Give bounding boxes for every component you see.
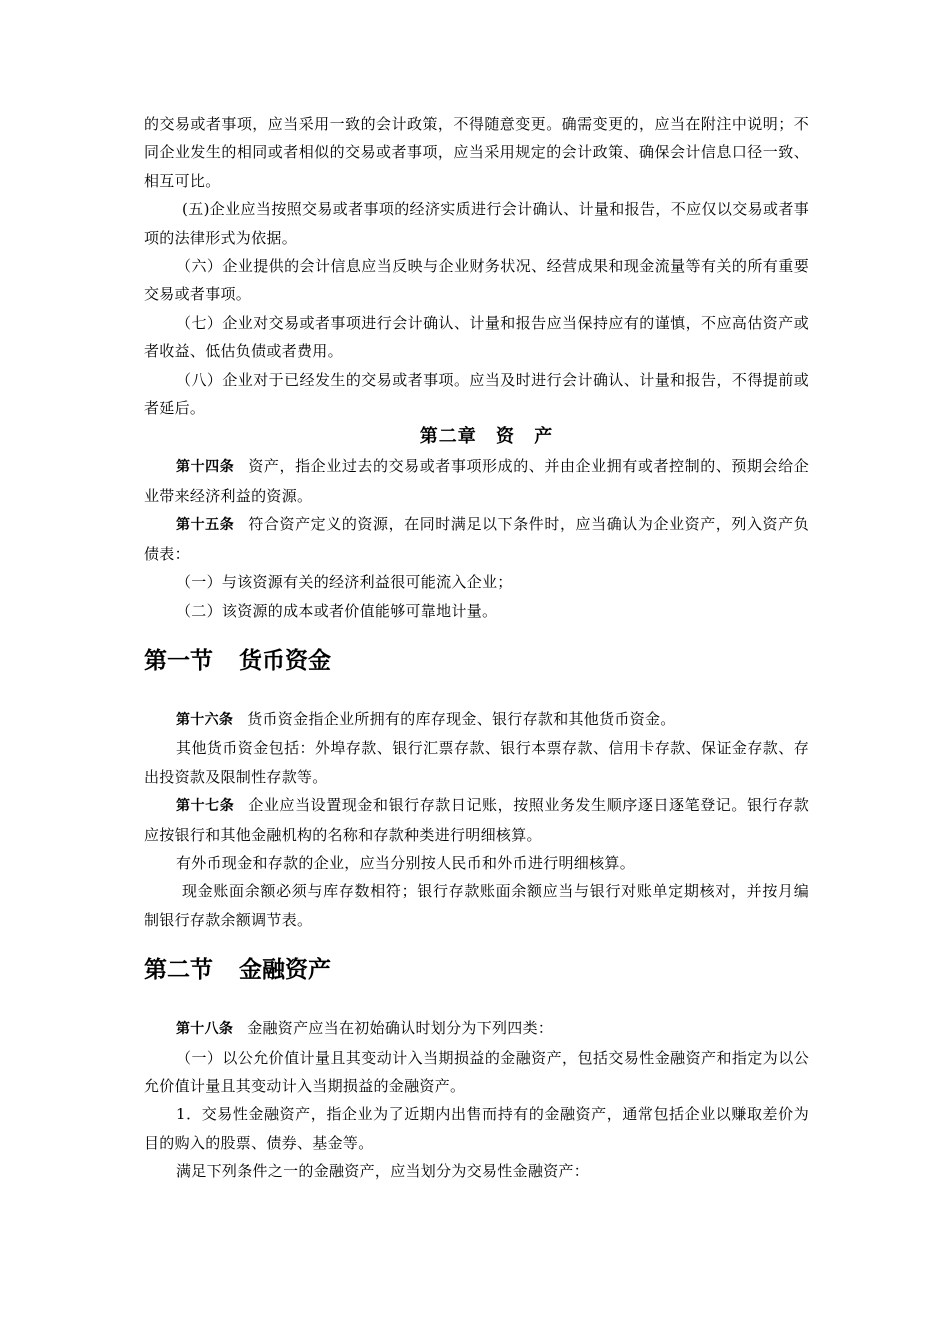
category-1: （一）以公允价值计量且其变动计入当期损益的金融资产，包括交易性金融资产和指定为以公允价值计量且其变动计入当期损益的金融资产。	[144, 1048, 809, 1095]
paragraph-item-7: （七）企业对交易或者事项进行会计确认、计量和报告应当保持应有的谨慎，不应高估资产或者收益、低估负债或者费用。	[144, 313, 809, 361]
article-15	[144, 510, 809, 568]
section-1-number: 第一节	[144, 647, 213, 674]
chapter-heading	[144, 422, 809, 452]
article-16-label: 第十六条	[176, 711, 234, 728]
article-15-text: 符合资产定义的资源，在同时满足以下条件时，应当确认为企业资产，列入资产负债表：	[144, 515, 809, 563]
article-17-label: 第十七条	[176, 798, 235, 815]
paragraph-item-5: (五)企业应当按照交易或者事项的经济实质进行会计确认、计量和报告，不应仅以交易或者事项的法律形式为依据。	[144, 200, 809, 247]
article-14-label: 第十四条	[176, 459, 235, 476]
chapter-title-part-1: 资	[496, 426, 515, 448]
article-18-label: 第十八条	[176, 1021, 234, 1038]
chapter-number: 第二章	[419, 426, 477, 448]
paragraph-item-6: （六）企业提供的会计信息应当反映与企业财务状况、经营成果和现金流量等有关的所有重要交易或者事项。	[144, 257, 809, 304]
section-2-heading	[144, 954, 809, 986]
article-16-text: 货币资金指企业所拥有的库存现金、银行存款和其他货币资金。	[247, 709, 676, 728]
paragraph-cash-reconciliation: 现金账面余额必须与库存数相符；银行存款账面余额应当与银行对账单定期核对，并按月编制银行存款余额调节表。	[144, 882, 809, 929]
article-17-text: 企业应当设置现金和银行存款日记账，按照业务发生顺序逐日逐笔登记。银行存款应按银行和其他金融机构的名称和存款种类进行明细核算。	[144, 796, 809, 844]
paragraph-item-8: （八）企业对于已经发生的交易或者事项。应当及时进行会计确认、计量和报告，不得提前或者延后。	[144, 370, 809, 418]
section-2-number: 第二节	[144, 957, 213, 984]
document-body	[144, 110, 809, 1186]
article-15-label: 第十五条	[176, 517, 235, 534]
section-1-title: 货币资金	[239, 647, 331, 674]
article-14	[144, 452, 809, 510]
article-16	[144, 705, 809, 734]
paragraph-consistency: 的交易或者事项，应当采用一致的会计政策，不得随意变更。确需变更的，应当在附注中说明；不同企业发生的相同或者相似的交易或者事项，应当采用规定的会计政策、确保会计信息口径一致、相互可比。	[144, 115, 809, 190]
article-18-text: 金融资产应当在初始确认时划分为下列四类：	[247, 1019, 554, 1038]
condition-2: （二）该资源的成本或者价值能够可靠地计量。	[176, 601, 498, 620]
article-14-text: 资产，指企业过去的交易或者事项形成的、并由企业拥有或者控制的、预期会给企业带来经济利益的资源。	[144, 457, 809, 505]
paragraph-conditions: 满足下列条件之一的金融资产，应当划分为交易性金融资产：	[176, 1162, 590, 1181]
item-1: 1．交易性金融资产，指企业为了近期内出售而持有的金融资产，通常包括企业以赚取差价为目的购入的股票、债券、基金等。	[144, 1105, 809, 1152]
chapter-title-part-2: 产	[534, 426, 554, 448]
section-1-heading	[144, 645, 809, 677]
article-18	[144, 1014, 809, 1043]
paragraph-foreign-currency: 有外币现金和存款的企业，应当分别按人民币和外币进行明细核算。	[176, 853, 636, 872]
condition-1: （一）与该资源有关的经济利益很可能流入企业；	[176, 573, 513, 592]
article-17	[144, 791, 809, 849]
section-2-title: 金融资产	[239, 957, 331, 984]
paragraph-other-funds: 其他货币资金包括：外埠存款、银行汇票存款、银行本票存款、信用卡存款、保证金存款、存出投资款及限制性存款等。	[144, 739, 809, 786]
